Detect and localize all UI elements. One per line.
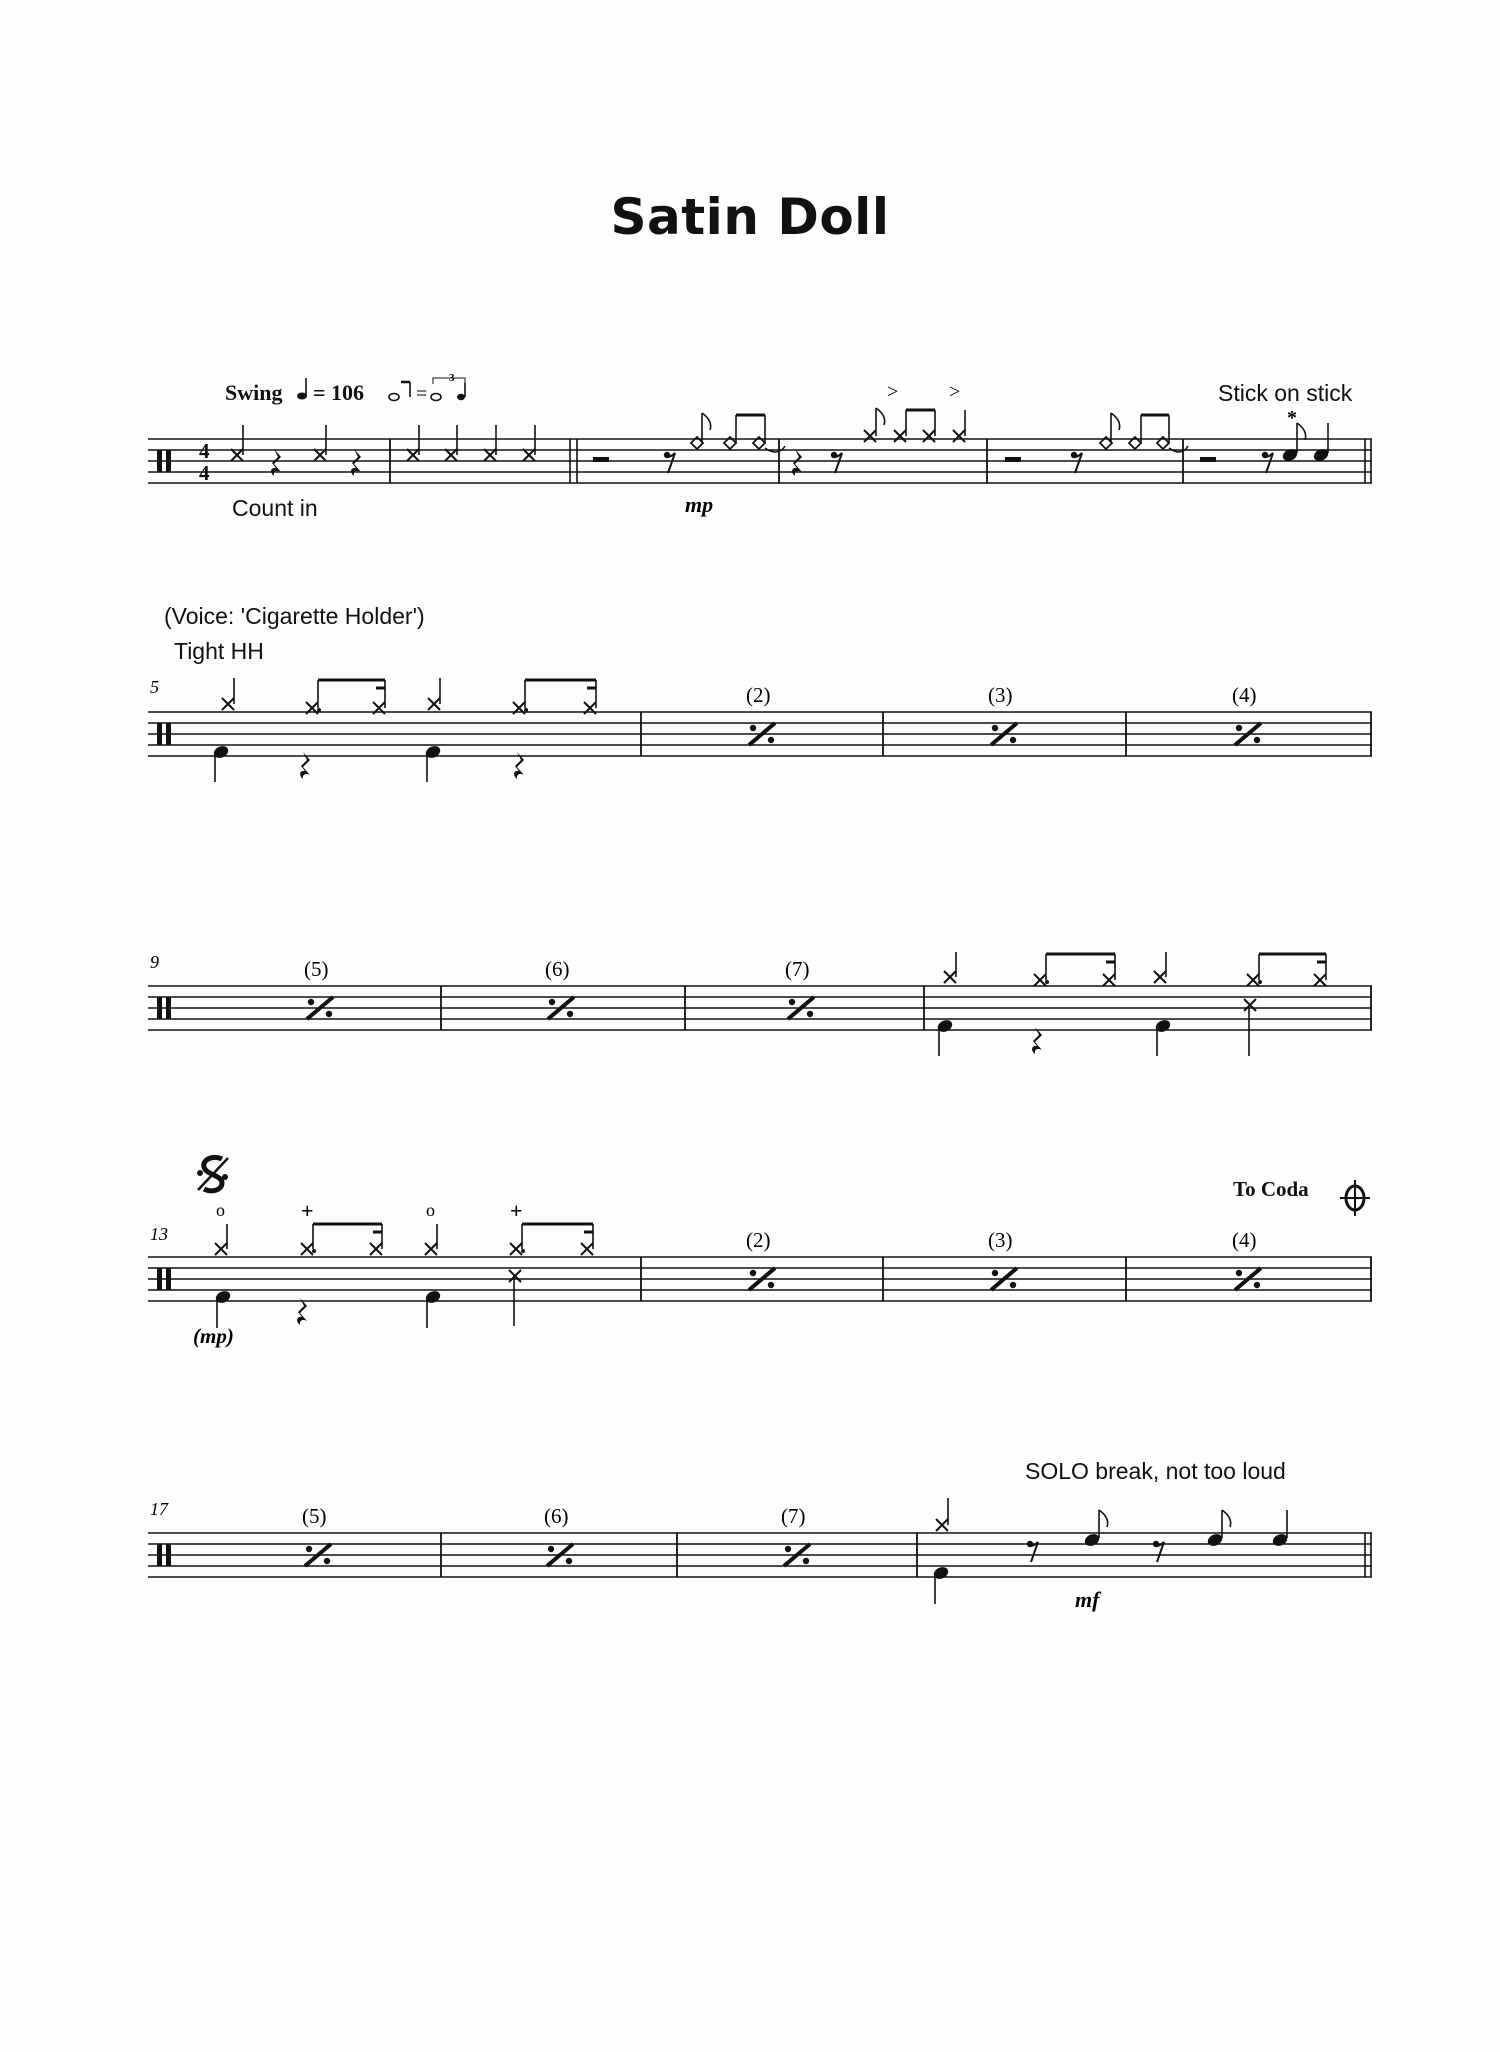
svg-text:4: 4 [199,439,210,463]
tight-hh-label: Tight HH [174,638,264,664]
measure-number: 13 [150,1224,168,1244]
segno-icon [197,1157,228,1190]
stick-on-stick-label: Stick on stick [1218,380,1353,406]
fill-measure [936,952,1326,1056]
dynamic-mf: mf [1075,1587,1100,1612]
dynamic-mp: mp [685,492,714,517]
repeat-count: (6) [544,1504,569,1528]
asterisk-mark: * [1287,407,1297,429]
repeat-count: (3) [988,683,1013,707]
tempo-quarter-icon [297,378,307,400]
swing-equals: = [416,383,428,405]
count-in-label: Count in [232,495,318,521]
open-hh-mark: o [426,1200,435,1220]
system-1 [148,372,1372,517]
repeat-count: (2) [746,1228,771,1252]
solo-break-label: SOLO break, not too loud [1025,1458,1286,1484]
groove-measure [212,678,596,782]
repeat-count: (6) [545,957,570,981]
groove-measure-open-close [193,1198,593,1348]
page-title: Satin Doll [610,188,890,246]
time-signature [199,439,210,485]
repeat-count: (4) [1232,683,1257,707]
closed-hh-mark: + [301,1198,314,1223]
measure-number: 17 [150,1499,168,1519]
voice-label: (Voice: 'Cigarette Holder') [164,603,425,629]
system-5 [148,1498,1372,1612]
repeat-count: (5) [302,1504,327,1528]
to-coda-label: To Coda [1233,1177,1309,1201]
coda-icon [1340,1180,1370,1216]
repeat-count: (2) [746,683,771,707]
svg-text:4: 4 [199,461,210,485]
measure-6-pickup [1200,407,1330,473]
closed-hh-mark: + [510,1198,523,1223]
repeat-count: (3) [988,1228,1013,1252]
measure-5-pickup [1005,413,1188,473]
measure-number: 9 [150,952,159,972]
triplet-number: 3 [449,372,455,384]
measure-number: 5 [150,677,159,697]
accent-1: > [887,381,899,403]
swing-equivalence-icon [389,372,465,405]
repeat-count: (7) [785,957,810,981]
system-4 [148,1157,1372,1348]
system-2 [148,677,1372,782]
repeat-count: (5) [304,957,329,981]
open-hh-mark: o [216,1200,225,1220]
staff-lines [148,1533,1372,1577]
accent-2: > [949,381,961,403]
repeat-count: (7) [781,1504,806,1528]
measure-3-pickup [593,413,785,517]
staff-lines [148,439,1372,483]
dynamic-mp-paren: (mp) [193,1324,234,1348]
tempo-value: = 106 [313,380,365,405]
system-3 [148,952,1372,1056]
measure-2-count-in [407,425,535,461]
tempo-label: Swing [225,380,283,405]
staff-lines [148,986,1372,1030]
repeat-count: (4) [1232,1228,1257,1252]
